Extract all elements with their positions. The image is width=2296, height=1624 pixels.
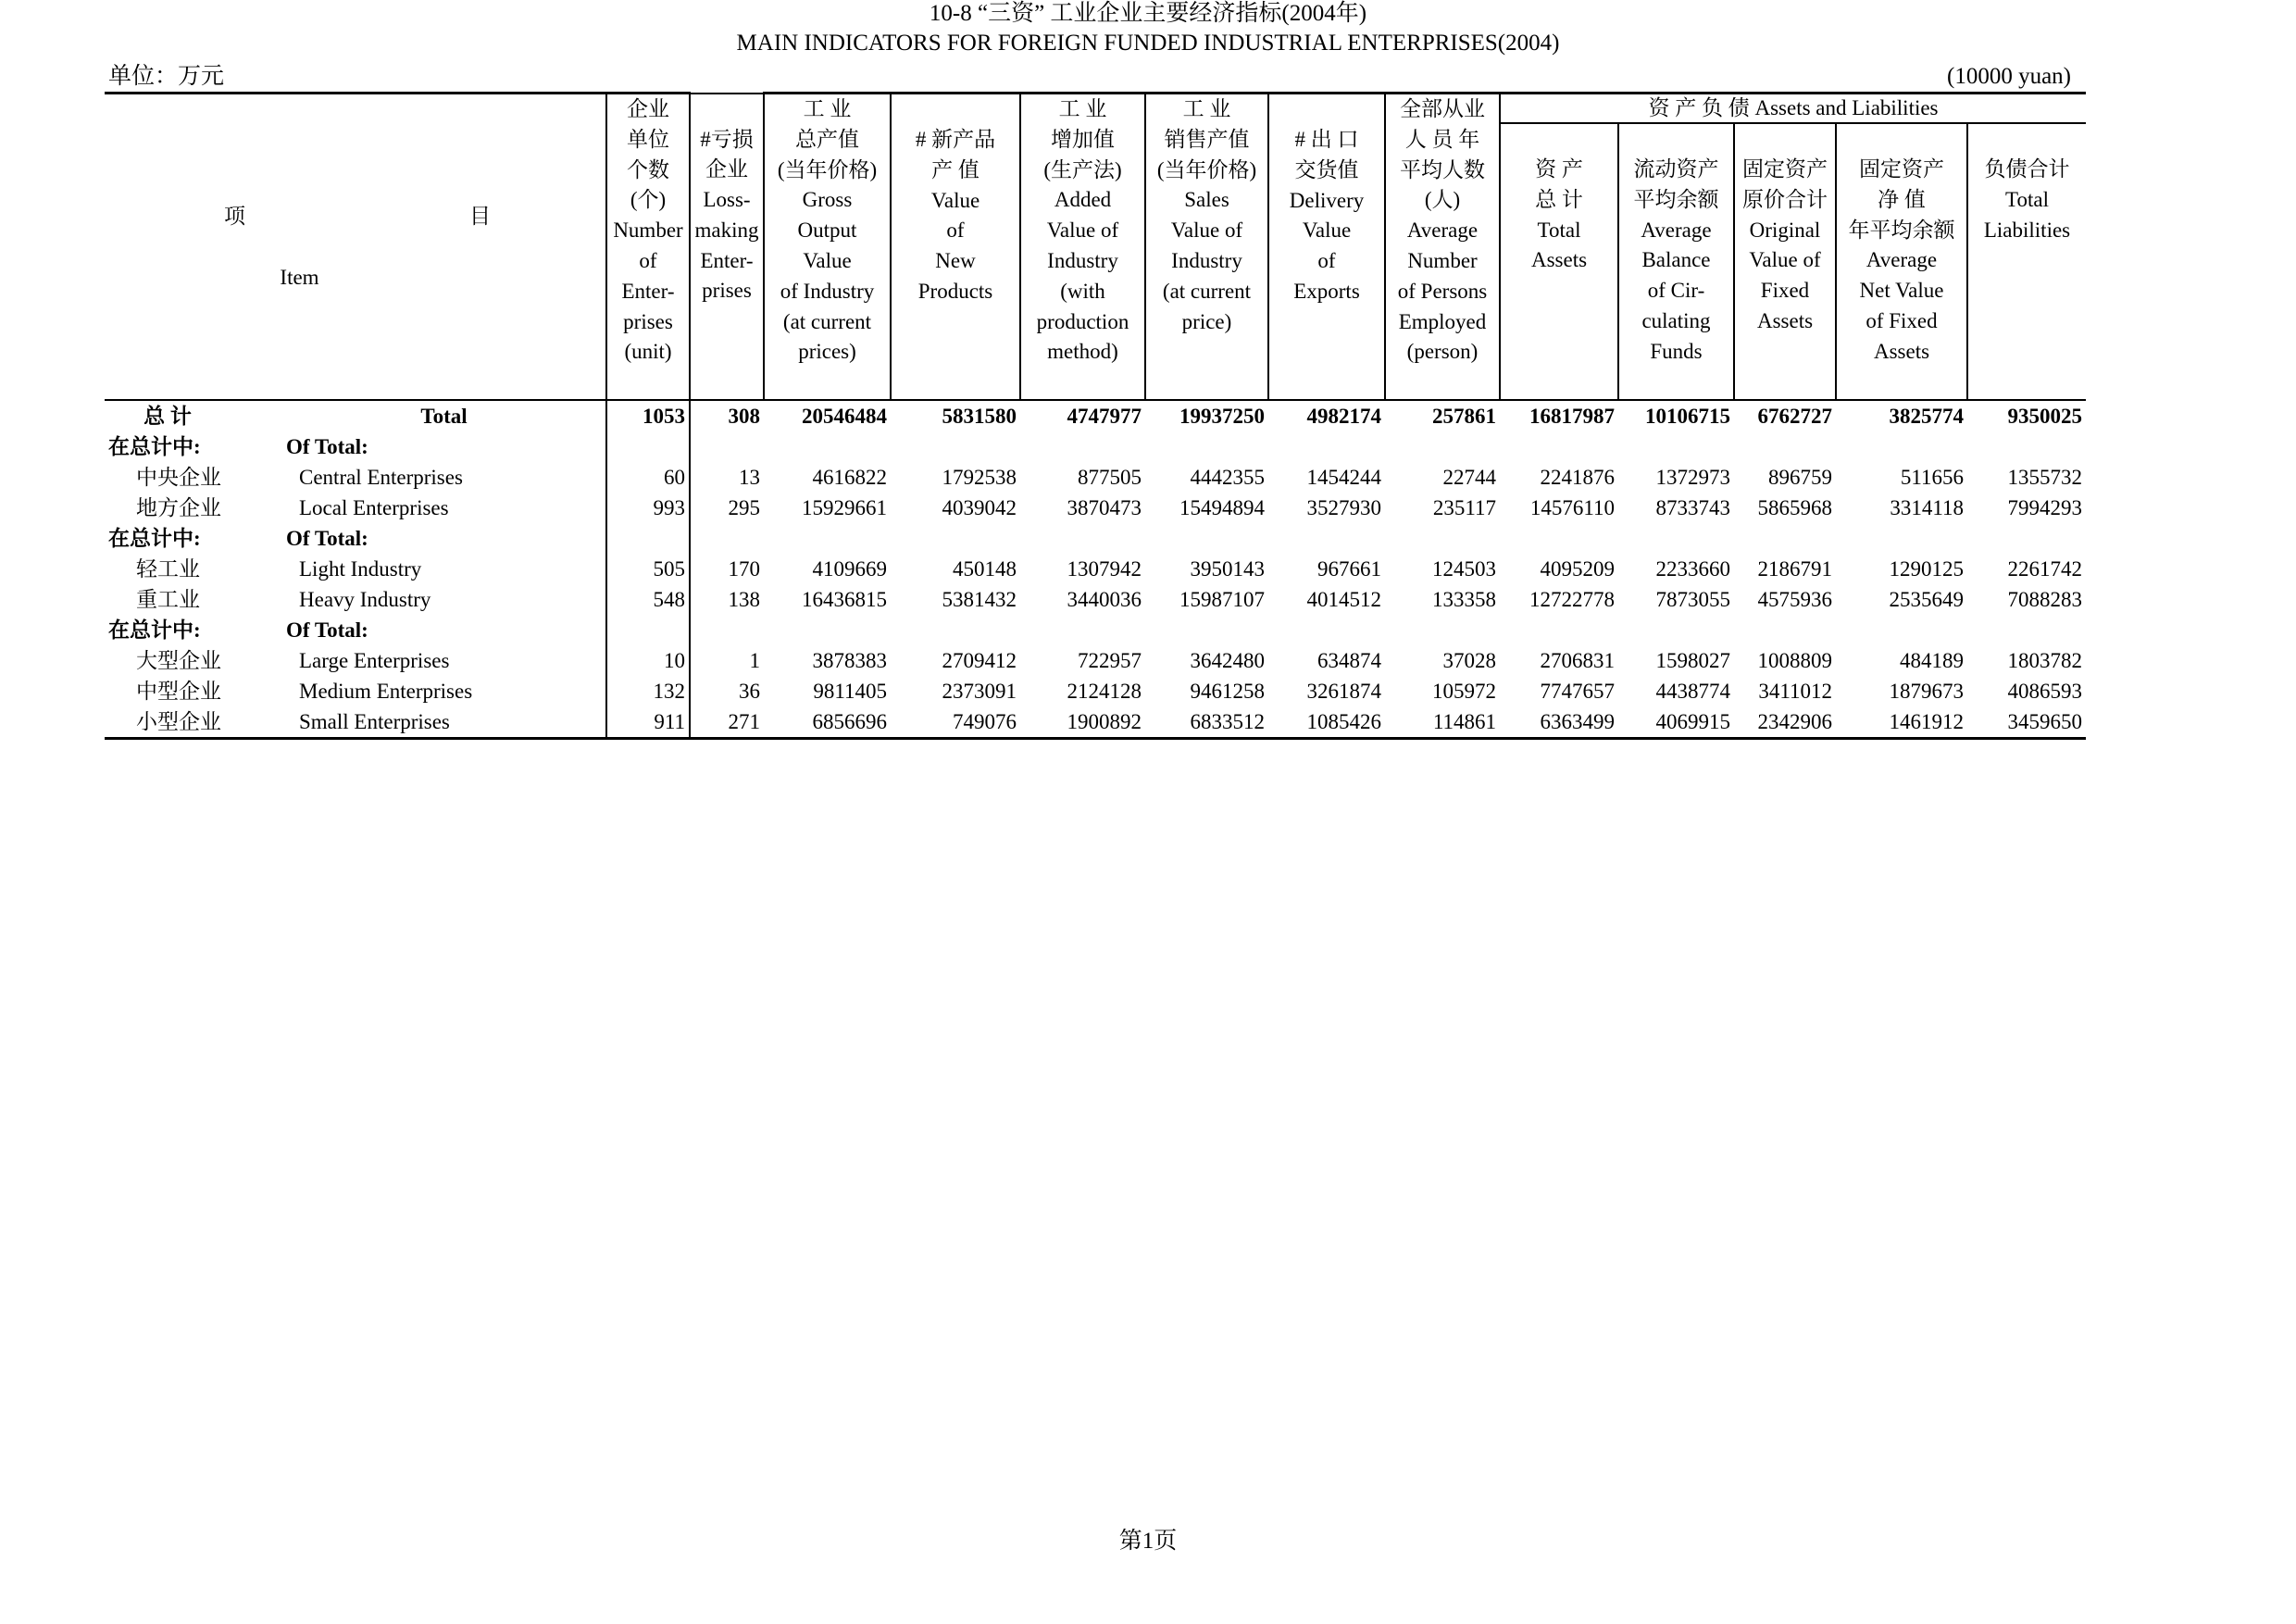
table-cell [606,523,690,554]
table-cell: 450148 [953,556,1017,581]
table-row [105,554,2086,584]
table-cell: 722957 [1078,648,1142,672]
header-total-liabilities [1967,123,2086,400]
table-cell: 308 [690,400,764,431]
table-cell [1020,615,1145,645]
table-cell: 235117 [1432,495,1496,519]
header-line: Average [1406,219,1479,243]
table-cell: 4086593 [2007,679,2082,703]
header-line: Funds [1650,339,1703,363]
header-line: Total [2005,187,2049,211]
table-cell: 10106715 [1618,400,1734,431]
table-cell: 3314118 [1890,495,1964,519]
header-line: 总 计 [1535,187,1583,211]
header-line: Value of [1046,219,1119,243]
table-cell: 1372973 [1655,465,1730,489]
header-line: prises [623,309,673,333]
header-line: Loss- [703,188,751,212]
header-line: of Industry [780,279,875,303]
header-line: Net Value [1859,279,1944,303]
table-cell [690,523,764,554]
header-line: (个) [630,188,667,212]
table-cell: 911 [606,706,690,739]
header-line: 全部从业 [1400,97,1485,120]
table-cell [690,431,764,462]
row-label-en: Local Enterprises [299,495,449,519]
table-cell [1385,431,1500,462]
table-cell [1967,615,2086,645]
table-cell: 4442355 [1190,465,1265,489]
table-cell: 6363499 [1500,706,1618,739]
table-cell: 4069915 [1618,706,1734,739]
table-cell: 1085426 [1268,706,1385,739]
header-line: 个数 [627,157,669,181]
table-cell: 2241876 [1540,465,1615,489]
header-line: Employed [1398,309,1487,333]
header-line: 固定资产 [1859,157,1944,181]
table-cell: 37028 [1442,648,1496,672]
table-cell: 4747977 [1020,400,1145,431]
row-label-cn: 重工业 [136,587,200,611]
table-row [105,615,2086,645]
header-line: Fixed [1760,279,1810,303]
table-cell: 1454244 [1306,465,1381,489]
header-line: # 出 口 [1294,128,1359,151]
table-cell: 2709412 [942,648,1017,672]
header-line: making [694,218,759,242]
header-fixed-assets-net [1836,123,1967,400]
header-fixed-assets-original [1734,123,1836,400]
table-cell: 4438774 [1655,679,1730,703]
row-label-en: Of Total: [286,618,368,642]
table-row [105,523,2086,554]
table-cell: 1792538 [942,465,1017,489]
header-line: Value of [1749,248,1821,272]
table-cell [1268,523,1385,554]
table-cell [1500,523,1618,554]
table-cell: 15987107 [1179,587,1265,611]
table-cell: 511656 [1900,465,1964,489]
header-line: Delivery [1289,188,1365,212]
header-line: of [1317,249,1336,273]
table-cell: 1355732 [2007,465,2082,489]
header-loss-making [690,94,764,401]
header-line: 原价合计 [1742,187,1828,211]
header-line: Value [1302,219,1352,243]
header-line: (人) [1424,188,1461,212]
table-cell: 1 [690,645,764,676]
header-line: Output [797,219,857,243]
table-cell: 5865968 [1757,495,1832,519]
table-cell [1385,523,1500,554]
row-label-en: Light Industry [299,556,422,581]
header-line: New [935,249,976,273]
table-cell: 4014512 [1306,587,1381,611]
item-header [105,94,606,401]
table-cell: 138 [690,584,764,615]
table-cell: 2706831 [1540,648,1615,672]
table-cell: 505 [606,554,690,584]
table-row [105,462,2086,493]
page-number: 第1页 [1118,1529,1178,1554]
table-cell [1836,431,1967,462]
table-cell: 3459650 [1967,706,2086,739]
table-cell [1734,615,1836,645]
table-cell: 124503 [1432,556,1496,581]
table-row [105,645,2086,676]
table-cell: 4039042 [942,495,1017,519]
table-cell: 1307942 [1067,556,1142,581]
table-cell: 634874 [1317,648,1381,672]
header-line: 平均人数 [1400,157,1485,181]
table-cell [1836,523,1967,554]
table-cell [891,431,1020,462]
header-line: 人 员 年 [1404,127,1480,151]
table-cell [1020,523,1145,554]
header-line: 企业 [627,97,669,120]
table-cell [1268,431,1385,462]
table-cell [1618,523,1734,554]
header-line: Enter- [621,279,675,303]
row-label-en: Of Total: [286,526,368,550]
header-line: Sales [1184,188,1229,212]
table-cell: 1290125 [1889,556,1964,581]
header-line: #亏损 [700,127,754,151]
table-cell [1967,431,2086,462]
table-cell: 2535649 [1889,587,1964,611]
header-line: (person) [1406,340,1479,364]
table-cell: 14576110 [1529,495,1615,519]
table-cell: 13 [690,462,764,493]
table-cell: 5831580 [891,400,1020,431]
table-header [105,94,2086,401]
header-line: prices) [798,340,856,364]
row-label-cn: 中央企业 [136,465,221,489]
table-cell: 993 [606,493,690,523]
header-line: Assets [1756,308,1814,332]
table-cell [1618,615,1734,645]
item-header-cn-left: 项 [224,204,245,228]
table-cell: 257861 [1385,400,1500,431]
header-line: Industry [1171,248,1242,272]
table-cell: 896759 [1768,465,1832,489]
header-line: Industry [1047,248,1118,272]
header-line: Gross [802,188,853,212]
header-line: of Persons [1397,279,1488,303]
header-line: Average [1641,218,1712,242]
header-line: 销售产值 [1164,127,1250,151]
row-label-cn: 在总计中: [108,434,201,458]
header-line: 单位 [627,127,669,151]
table-cell: 3642480 [1190,648,1265,672]
table-cell: 15929661 [802,495,887,519]
table-cell: 295 [690,493,764,523]
table-cell: 16817987 [1500,400,1618,431]
table-row [105,400,2086,431]
header-line: 净 值 [1878,187,1926,211]
row-label-en: Small Enterprises [282,706,606,739]
header-line: 平均余额 [1633,187,1719,211]
header-line: production [1036,309,1129,333]
header-line: Liabilities [1983,218,2071,242]
table-cell: 9461258 [1190,679,1265,703]
row-label-en: Central Enterprises [299,465,463,489]
table-cell: 170 [690,554,764,584]
table-cell: 133358 [1432,587,1496,611]
header-line: Number [1407,248,1478,272]
header-line: Total [1537,218,1581,242]
table-cell [1268,615,1385,645]
table-cell: 60 [606,462,690,493]
table-cell [606,431,690,462]
row-label-en: Medium Enterprises [299,679,473,703]
header-line: Assets [1530,248,1588,272]
header-line: 工 业 [803,97,852,120]
table-row [105,584,2086,615]
table-cell: 105972 [1432,679,1496,703]
table-cell [690,615,764,645]
header-line: Number [613,219,683,243]
header-line: Balance [1641,248,1711,272]
table-cell [1734,523,1836,554]
table-cell: 3261874 [1306,679,1381,703]
table-title-chinese: 10-8 “三资” 工业企业主要经济指标(2004年) [929,1,1367,26]
unit-label-chinese: 单位：万元 [108,64,225,89]
header-gross-output [764,94,891,401]
table-cell: 4982174 [1268,400,1385,431]
header-line: 企业 [705,157,748,181]
header-line: 资 产 [1535,157,1583,181]
unit-label-english: (10000 yuan) [1947,64,2071,89]
table-cell: 9811405 [813,679,887,703]
table-cell: 7873055 [1655,587,1730,611]
header-line: price) [1181,309,1232,333]
table-cell [1020,431,1145,462]
header-total-assets [1500,123,1618,400]
header-line: method) [1047,340,1118,364]
table-cell: 7747657 [1540,679,1615,703]
table-cell: 19937250 [1145,400,1268,431]
table-cell [891,523,1020,554]
header-line: Enter- [700,248,754,272]
table-cell [764,615,891,645]
table-cell: 3870473 [1067,495,1142,519]
table-cell: 20546484 [764,400,891,431]
header-new-products [891,94,1020,401]
table-cell: 10 [606,645,690,676]
table-cell [1500,431,1618,462]
table-row [105,676,2086,706]
header-added-value [1020,94,1145,401]
table-cell: 6833512 [1145,706,1268,739]
header-line: 交货值 [1294,157,1359,181]
table-cell: 1900892 [1020,706,1145,739]
table-cell: 3878383 [812,648,887,672]
table-cell: 4095209 [1540,556,1615,581]
header-line: of Cir- [1647,279,1705,303]
header-line: (with [1060,279,1105,303]
table-cell: 132 [606,676,690,706]
indicators-table [105,92,2086,740]
table-row [105,493,2086,523]
table-cell: 1598027 [1655,648,1730,672]
table-cell: 22744 [1442,465,1496,489]
header-employed-persons [1385,94,1500,401]
table-cell [1145,431,1268,462]
table-cell: 2233660 [1655,556,1730,581]
table-cell: 6856696 [764,706,891,739]
table-cell: 3440036 [1067,587,1142,611]
header-line: 增加值 [1051,127,1115,151]
header-line: prises [702,279,752,303]
item-header-cn [108,202,602,231]
table-cell: 4616822 [812,465,887,489]
header-line: (at current [782,309,872,333]
table-cell: 3950143 [1190,556,1265,581]
table-cell: 1053 [606,400,690,431]
header-line: 固定资产 [1742,157,1828,181]
table-cell: 4575936 [1757,587,1832,611]
row-label-cn: 在总计中: [108,618,201,642]
table-cell: 12722778 [1529,587,1615,611]
table-cell: 3825774 [1836,400,1967,431]
table-row [105,706,2086,739]
table-cell: 15494894 [1179,495,1265,519]
table-cell [606,615,690,645]
table-cell [1836,615,1967,645]
table-cell: 1461912 [1836,706,1967,739]
table-cell: 1008809 [1757,648,1832,672]
table-cell: 2342906 [1734,706,1836,739]
header-line: 总产值 [795,127,859,151]
item-header-cn-right: 目 [469,204,491,228]
table-cell: 8733743 [1655,495,1730,519]
table-cell: 1879673 [1889,679,1964,703]
header-line: (unit) [624,340,672,364]
header-line: Assets [1873,339,1930,363]
table-cell [1618,431,1734,462]
table-cell: 3411012 [1758,679,1832,703]
table-cell: 749076 [891,706,1020,739]
header-line: (生产法) [1043,157,1122,181]
header-line: Value [803,248,852,272]
row-label-en: Heavy Industry [299,587,431,611]
table-body [105,400,2086,739]
header-export-delivery [1268,94,1385,401]
header-line: 负债合计 [1984,157,2070,181]
table-cell: 7088283 [2007,587,2082,611]
header-assets-group: 资 产 负 债 Assets and Liabilities [1500,94,2086,124]
table-cell [891,615,1020,645]
table-cell: 16436815 [802,587,887,611]
table-cell: 2186791 [1757,556,1832,581]
row-label-cn: 小型企业 [105,706,282,739]
header-line: Original [1749,218,1821,242]
header-line: (at current [1162,279,1252,303]
header-line: (当年价格) [777,157,878,181]
table-cell: 484189 [1900,648,1964,672]
table-cell: 5381432 [942,587,1017,611]
header-line: Exports [1293,279,1360,303]
row-label-cn: 地方企业 [136,495,221,519]
row-label-en: Of Total: [286,434,368,458]
table-cell: 9350025 [1967,400,2086,431]
header-circulating-funds [1618,123,1734,400]
table-cell: 7994293 [2007,495,2082,519]
table-cell: 2124128 [1067,679,1142,703]
table-cell [764,523,891,554]
row-label-en: Large Enterprises [299,648,450,672]
row-label-cn: 总 计 [105,400,282,431]
header-line: # 新产品 [915,128,996,151]
table-title-english: MAIN INDICATORS FOR FOREIGN FUNDED INDUSTRIAL ENTERPRISES(2004) [736,31,1560,56]
table-cell: 4109669 [812,556,887,581]
item-header-en: Item [280,265,319,289]
table-cell [1500,615,1618,645]
table-cell: 114861 [1385,706,1500,739]
header-line: Added [1054,188,1112,212]
table-cell: 2261742 [2007,556,2082,581]
header-line: 年平均余额 [1848,218,1955,242]
row-label-en: Total [282,400,606,431]
header-line: 工 业 [1058,97,1107,120]
header-enterprises-count [606,94,690,401]
header-line: of [639,248,657,272]
header-line: of [946,219,965,243]
table-cell [1734,431,1836,462]
row-label-cn: 在总计中: [108,526,201,550]
header-line: Products [917,279,993,303]
header-line: (当年价格) [1156,157,1257,181]
table-cell: 36 [690,676,764,706]
table-cell [1145,615,1268,645]
header-line: 流动资产 [1633,157,1719,181]
table-cell [1145,523,1268,554]
table-cell: 271 [690,706,764,739]
table-cell: 548 [606,584,690,615]
header-sales-value [1145,94,1268,401]
table-cell: 3527930 [1306,495,1381,519]
header-line: Value of [1170,219,1243,243]
table-cell: 967661 [1317,556,1381,581]
header-line: Value [930,188,980,212]
table-cell: 2373091 [942,679,1017,703]
header-line: of Fixed [1866,308,1938,332]
header-line: 产 值 [931,157,980,181]
header-line: culating [1641,308,1711,332]
table-cell [1967,523,2086,554]
table-cell: 1803782 [2007,648,2082,672]
table-cell: 877505 [1078,465,1142,489]
table-cell [764,431,891,462]
table-cell [1385,615,1500,645]
row-label-cn: 大型企业 [136,648,221,672]
table-cell: 6762727 [1734,400,1836,431]
header-line: Average [1866,248,1938,272]
row-label-cn: 轻工业 [136,556,200,581]
header-line: 工 业 [1182,97,1231,120]
table-row [105,431,2086,462]
row-label-cn: 中型企业 [136,679,221,703]
